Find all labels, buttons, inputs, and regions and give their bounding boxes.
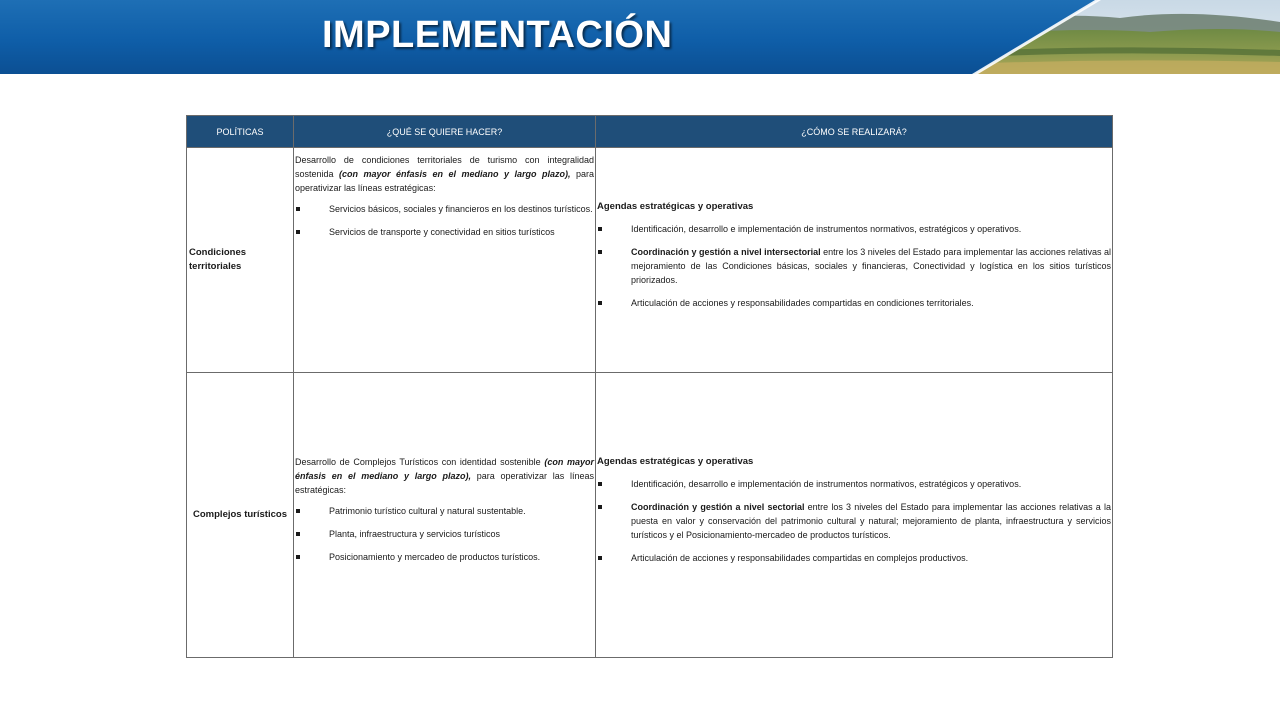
bullet-icon xyxy=(598,227,602,231)
how-list xyxy=(597,478,1111,566)
table-header-row xyxy=(187,116,1113,148)
list-item xyxy=(295,528,594,542)
list-item-text: Identificación, desarrollo e implementación de instrumentos normativos, estratégicos y operativos. xyxy=(631,224,1022,235)
list-item-text: Servicios básicos, sociales y financieros en los destinos turísticos. xyxy=(329,203,593,214)
list-item-bold: Coordinación y gestión a nivel sectorial xyxy=(631,501,805,512)
list-item xyxy=(597,246,1111,288)
list-item xyxy=(295,226,594,240)
bullet-icon xyxy=(296,230,300,234)
what-cell xyxy=(294,373,596,658)
column-header-policies: POLÍTICAS xyxy=(187,116,294,148)
table-row xyxy=(187,148,1113,373)
list-item xyxy=(597,297,1111,311)
list-item-text: Identificación, desarrollo e implementación de instrumentos normativos, estratégicos y operativos. xyxy=(631,479,1022,490)
list-item xyxy=(295,551,594,565)
how-cell xyxy=(596,148,1113,373)
what-list xyxy=(295,203,594,240)
list-item-text: entre los 3 niveles del Estado para implementar las acciones relativas a la puesta en valor y conservación del patrimonio cultural y natural; mejoramiento de planta, infraestructura y servicios turísticos y el Posicionamiento-mercadeo de productos turísticos. xyxy=(631,501,1112,540)
bullet-icon xyxy=(296,509,300,513)
column-header-how: ¿CÓMO SE REALIZARÁ? xyxy=(596,116,1113,148)
page-title: IMPLEMENTACIÓN xyxy=(322,14,673,56)
policy-label: Complejos turísticos xyxy=(193,509,287,521)
what-intro-text-end: para operativizar las líneas estratégicas: xyxy=(295,168,595,193)
what-intro-emphasis: (con mayor énfasis en el mediano y largo plazo), xyxy=(339,168,571,179)
list-item xyxy=(295,505,594,519)
list-item-bold: Coordinación y gestión a nivel intersectorial xyxy=(631,246,821,257)
policies-table xyxy=(186,115,1113,658)
bullet-icon xyxy=(598,556,602,560)
what-intro xyxy=(295,154,594,196)
bullet-icon xyxy=(598,250,602,254)
list-item-text: Articulación de acciones y responsabilidades compartidas en complejos productivos. xyxy=(631,552,969,563)
what-intro-emphasis: (con mayor énfasis en el mediano y largo plazo), xyxy=(295,457,595,482)
bullet-icon xyxy=(598,301,602,305)
what-cell xyxy=(294,148,596,373)
bullet-icon xyxy=(598,505,602,509)
list-item xyxy=(597,501,1111,543)
list-item-text: entre los 3 niveles del Estado para implementar las acciones relativas al mejoramiento de las Condiciones básicas, sociales y financieras, Conectividad y logística en los sitios turísticos priorizados. xyxy=(631,246,1111,285)
column-header-what: ¿QUÉ SE QUIERE HACER? xyxy=(294,116,596,148)
implementation-table xyxy=(186,115,1112,658)
what-intro-text: Desarrollo de condiciones territoriales de turismo con integralidad sostenida xyxy=(295,155,594,179)
what-list xyxy=(295,505,594,565)
how-cell xyxy=(596,373,1113,658)
list-item-text: Planta, infraestructura y servicios turísticos xyxy=(329,528,501,539)
what-intro xyxy=(295,456,594,498)
policy-cell xyxy=(187,148,294,373)
list-item xyxy=(597,478,1111,492)
policy-label: Condiciones territoriales xyxy=(189,247,247,272)
bullet-icon xyxy=(598,482,602,486)
bullet-icon xyxy=(296,555,300,559)
what-intro-text-end: para operativizar las líneas estratégicas: xyxy=(295,471,594,496)
how-title: Agendas estratégicas y operativas xyxy=(597,201,754,213)
list-item xyxy=(597,552,1111,566)
table-row xyxy=(187,373,1113,658)
how-title: Agendas estratégicas y operativas xyxy=(597,456,754,468)
header-banner xyxy=(0,0,1280,76)
list-item xyxy=(597,223,1111,237)
what-intro-text: Desarrollo de Complejos Turísticos con identidad sostenible xyxy=(295,457,545,468)
list-item-text: Servicios de transporte y conectividad en sitios turísticos xyxy=(329,226,555,237)
bullet-icon xyxy=(296,207,300,211)
list-item xyxy=(295,203,594,217)
list-item-text: Patrimonio turístico cultural y natural sustentable. xyxy=(329,506,526,516)
bullet-icon xyxy=(296,532,300,536)
list-item-text: Articulación de acciones y responsabilidades compartidas en condiciones territoriales. xyxy=(631,297,974,308)
how-list xyxy=(597,223,1111,311)
policy-cell xyxy=(187,373,294,658)
list-item-text: Posicionamiento y mercadeo de productos turísticos. xyxy=(329,551,541,562)
